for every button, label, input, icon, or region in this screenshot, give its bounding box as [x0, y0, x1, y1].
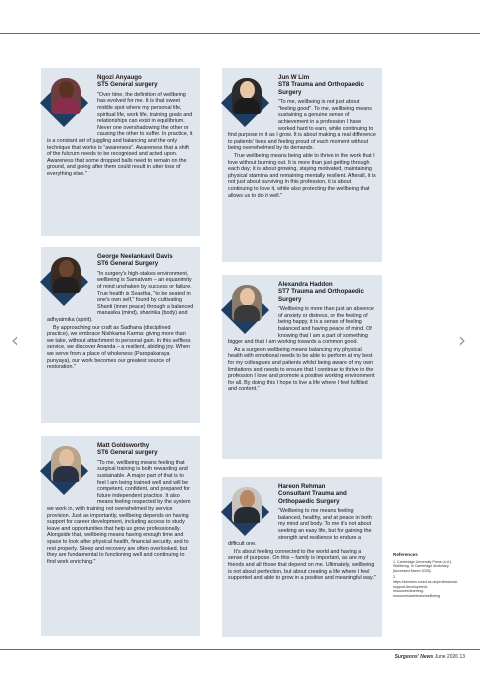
references-title: References	[393, 552, 418, 557]
profile-quote: "Wellbeing to me means feeling balanced, healthy, and at peace in both my mind and body. To me it's not about seeking an easy life, but for gaining the strength and resilience to endure a difficult one.	[228, 508, 372, 548]
profile-quote: "Wellbeing is more than just an absence of anxiety or distress, or the feeling of being happy, it is a sense of feeling balanced and having peace of mind. Of knowing that I am a part of something bigger and that I am working towards a common good.	[228, 306, 374, 346]
issue-date: June 2026	[434, 654, 459, 660]
profile-name: Hareon Rehman	[278, 483, 326, 490]
profile-quote: True wellbeing means being able to thrive in the work that I love without burning out. It is more than just getting through each day; it is about growing, staying motivated, maintaining physical stamina and remaining mentally resilient. Afterall, it is not just about surviving in this profession, it is about continuing to love it, while also protecting the wellbeing that allows us to do it well."	[228, 152, 376, 199]
profile-card	[222, 68, 382, 262]
profile-name: Ngozi Anyaugo	[97, 74, 142, 81]
bottom-rule	[0, 649, 480, 650]
profile-role: ST5 General surgery	[97, 81, 158, 89]
profile-quote: As a surgeon wellbeing means balancing my physical health with emotional needs to be able to perform at my best for my colleagues and patients whilst being aware of my own limitations and needs to ensure that I continue to thrive in the profession I love and promote a positive working environment for all. By doing this I hope to live a life where I feel fulfilled and content."	[228, 346, 375, 393]
profile-card	[41, 68, 200, 236]
reference-item[interactable]: 2. https://services.rcsed.ac.uk/professional-support-development-resources/learning-resources/webinars/wellbeing	[393, 575, 458, 598]
page-number: 13	[459, 654, 465, 660]
profile-card	[222, 477, 382, 637]
reference-item: 1. Cambridge University Press (n.d.). Wellbeing. In Cambridge dictionary. [Accessed March 2026].	[393, 559, 452, 573]
portrait	[222, 74, 272, 130]
profile-quote: "In surgery's high-stakes environment, wellbeing is Samatvam – an equanimity of mind unshaken by success or failure. True health is Svastha, "to be seated in one's own self," found by cultivating Shanti (inner peace) through a balanced manasika (mind), sharirika (body) and adhyatmika (spirit).	[47, 270, 194, 323]
profile-role: ST6 General surgery	[97, 449, 158, 457]
portrait	[222, 281, 272, 337]
profile-role: ST6 General Surgery	[97, 260, 159, 268]
profile-quote: It's about feeling connected to the world and having a sense of purpose. On this – family is important, as are my friends and all those that depend on me. Ultimately, wellbeing is not about perfection, but about creating a life where I feel supported and able to grow in a positive and meaningful way."	[228, 548, 376, 582]
profile-card	[41, 436, 200, 636]
portrait	[41, 74, 91, 130]
references	[393, 552, 458, 600]
profile-quote: "To me, wellbeing is not just about "feeling good". To me, wellbeing means sustaining a genuine sense of achievement in a profession I have worked hard to earn, while continuing to find purpose in it as I grow. It is about making a real difference to patients' lives and feeling proud of each moment without being overwhelmed by its demands.	[228, 99, 376, 152]
publication-name: Surgeons' News	[394, 654, 434, 660]
profile-name: George Neelankavil Davis	[97, 253, 173, 260]
page-footer	[340, 654, 465, 660]
profile-name: Alexandra Haddon	[278, 281, 333, 288]
profile-quote: By approaching our craft as Sadhana (disciplined practice), we embrace Nishkama Karma: giving more than we take, without attachment to personal gain. In this selfless service, we discover Ananda – a resilient, abiding joy. When we serve from a place of wholeness (Paropakaraya punyaya), our work becomes our greatest source of restoration."	[47, 324, 191, 371]
profile-name: Matt Goldsworthy	[97, 442, 150, 449]
profile-quote: "To me, wellbeing means feeling that surgical training is both rewarding and sustainable. A major part of that is to feel I am being trained well and will be competent, confident, and prepared for future independent practice. It also means feeling respected by the system we work in, with training not overwhelmed by service provision. Just as importantly, wellbeing depends on having support for career development, including access to study leave and opportunities that help us grow professionally. Alongside that, wellbeing means having enough time and space to look after physical health, financial security, and to rest properly. Sleep and recovery are often overlooked, but they are fundamental to functioning well and continuing to find work enriching."	[47, 459, 191, 565]
portrait	[41, 442, 91, 498]
portrait	[222, 483, 272, 539]
profile-role: Consultant Trauma and Orthopaedic Surgery	[278, 490, 347, 505]
portrait	[41, 253, 91, 309]
profile-role: ST7 Trauma and Orthopaedic Surgery	[278, 288, 364, 303]
profile-name: Jun W Lim	[278, 74, 310, 81]
profile-quote: "Over time, the definition of wellbeing has evolved for me. It is that sweet middle spot where my personal life, spiritual life, work life, training goals and relationships can exist in equilibrium. Never one overshadowing the other or causing the other to suffer. In practice, it is a constant art of juggling and balancing and the only technique that works is "awareness". Awareness that a shift of the fulcrum needs to be recognised and acted upon. Awareness that some dropped balls need to remain on the ground, and going after them could result in utter loss of everything else."	[47, 91, 193, 177]
profile-card	[222, 275, 382, 459]
profile-role: ST8 Trauma and Orthopaedic Surgery	[278, 81, 364, 96]
profile-card	[41, 247, 200, 423]
chevron-right-icon[interactable]: ›	[458, 328, 466, 352]
chevron-left-icon[interactable]: ‹	[11, 328, 19, 352]
top-rule	[0, 33, 480, 34]
